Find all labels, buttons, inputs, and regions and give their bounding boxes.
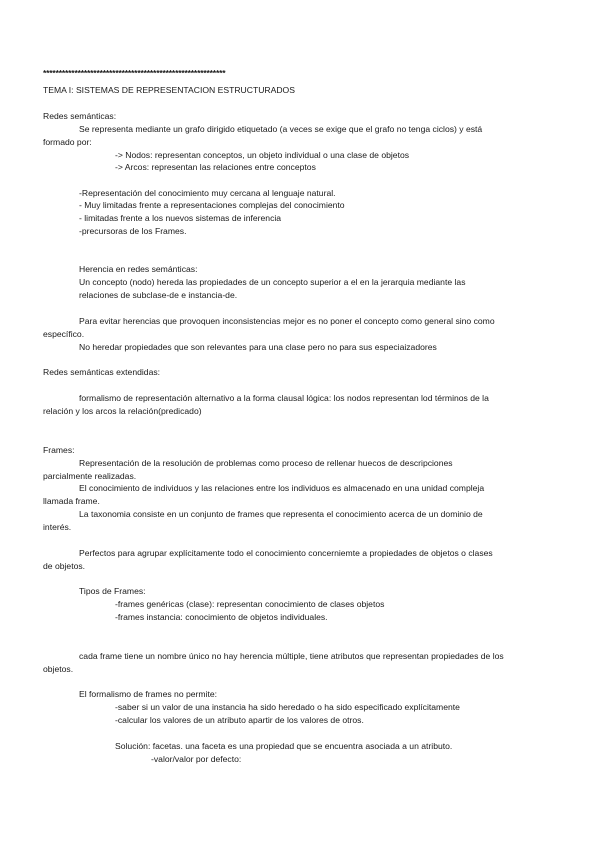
redes-bullet-3: - limitadas frente a los nuevos sistemas de inferencia [79, 213, 282, 223]
frames-tax-line-2: interés. [43, 522, 72, 532]
redes-bullet-1: -Representación del conocimiento muy cercana al lenguaje natural. [79, 188, 336, 198]
frames-formalismo-heading: El formalismo de frames no permite: [79, 689, 218, 699]
redes-intro-line-2: formado por: [43, 137, 92, 147]
frames-solucion: Solución: facetas. una faceta es una propiedad que se encuentra asociada a un atributo. [115, 741, 453, 751]
herencia-no-heredar: No heredar propiedades que son relevantes para una clase pero no para sus especiaizadores [79, 342, 437, 352]
frames-tipo-1: -frames genéricas (clase): representan conocimiento de clases objetos [115, 599, 385, 609]
herencia-line-2: relaciones de subclase-de e instancia-de. [79, 290, 238, 300]
frames-cada-line-1: cada frame tiene un nombre único no hay herencia múltiple, tiene atributos que representan propiedades de los [79, 651, 504, 661]
redes-bullet-2: - Muy limitadas frente a representaciones complejas del conocimiento [79, 200, 345, 210]
redes-nodos: -> Nodos: representan conceptos, un objeto individual o una clase de objetos [115, 150, 410, 160]
redes-bullet-4: -precursoras de los Frames. [79, 226, 187, 236]
frames-con-line-1: El conocimiento de individuos y las relaciones entre los individuos es almacenado en una unidad compleja [79, 483, 485, 493]
frames-perf-line-2: de objetos. [43, 561, 86, 571]
extendidas-heading: Redes semánticas extendidas: [43, 367, 161, 377]
extendidas-line-1: formalismo de representación alternativo a la forma clausal lógica: los nodos representan lod términos de la [79, 393, 489, 403]
frames-perf-line-1: Perfectos para agrupar explícitamente todo el conocimiento concerniemte a propiedades de objetos o clases [79, 548, 493, 558]
frames-tipo-2: -frames instancia: conocimiento de objetos individuales. [115, 612, 328, 622]
redes-heading: Redes semánticas: [43, 111, 117, 121]
redes-arcos: -> Arcos: representan las relaciones entre conceptos [115, 162, 316, 172]
herencia-heading: Herencia en redes semánticas: [79, 264, 198, 274]
frames-rep-line-2: parcialmente realizadas. [43, 471, 137, 481]
separator-line: ********************************************************** [43, 68, 226, 78]
frames-no-permite-1: -saber si un valor de una instancia ha sido heredado o ha sido especificado explícitamente [115, 702, 460, 712]
frames-tax-line-1: La taxonomia consiste en un conjunto de frames que representa el conocimiento acerca de un dominio de [79, 509, 483, 519]
redes-intro-line-1: Se representa mediante un grafo dirigido etiquetado (a veces se exige que el grafo no tenga ciclos) y está [79, 124, 483, 134]
frames-tipos-heading: Tipos de Frames: [79, 586, 146, 596]
page-title: TEMA I: SISTEMAS DE REPRESENTACION ESTRUCTURADOS [43, 85, 295, 95]
frames-con-line-2: llamada frame. [43, 496, 100, 506]
herencia-evitar-line-2: específico. [43, 329, 85, 339]
herencia-line-1: Un concepto (nodo) hereda las propiedades de un concepto superior a el en la jerarquia mediante las [79, 277, 466, 287]
frames-rep-line-1: Representación de la resolución de problemas como proceso de rellenar huecos de descripciones [79, 458, 453, 468]
extendidas-line-2: relación y los arcos la relación(predicado) [43, 406, 202, 416]
frames-heading: Frames: [43, 445, 75, 455]
frames-valor: -valor/valor por defecto: [151, 754, 242, 764]
frames-cada-line-2: objetos. [43, 664, 74, 674]
herencia-evitar-line-1: Para evitar herencias que provoquen inconsistencias mejor es no poner el concepto como general sino como [79, 316, 495, 326]
frames-no-permite-2: -calcular los valores de un atributo apartir de los valores de otros. [115, 715, 364, 725]
